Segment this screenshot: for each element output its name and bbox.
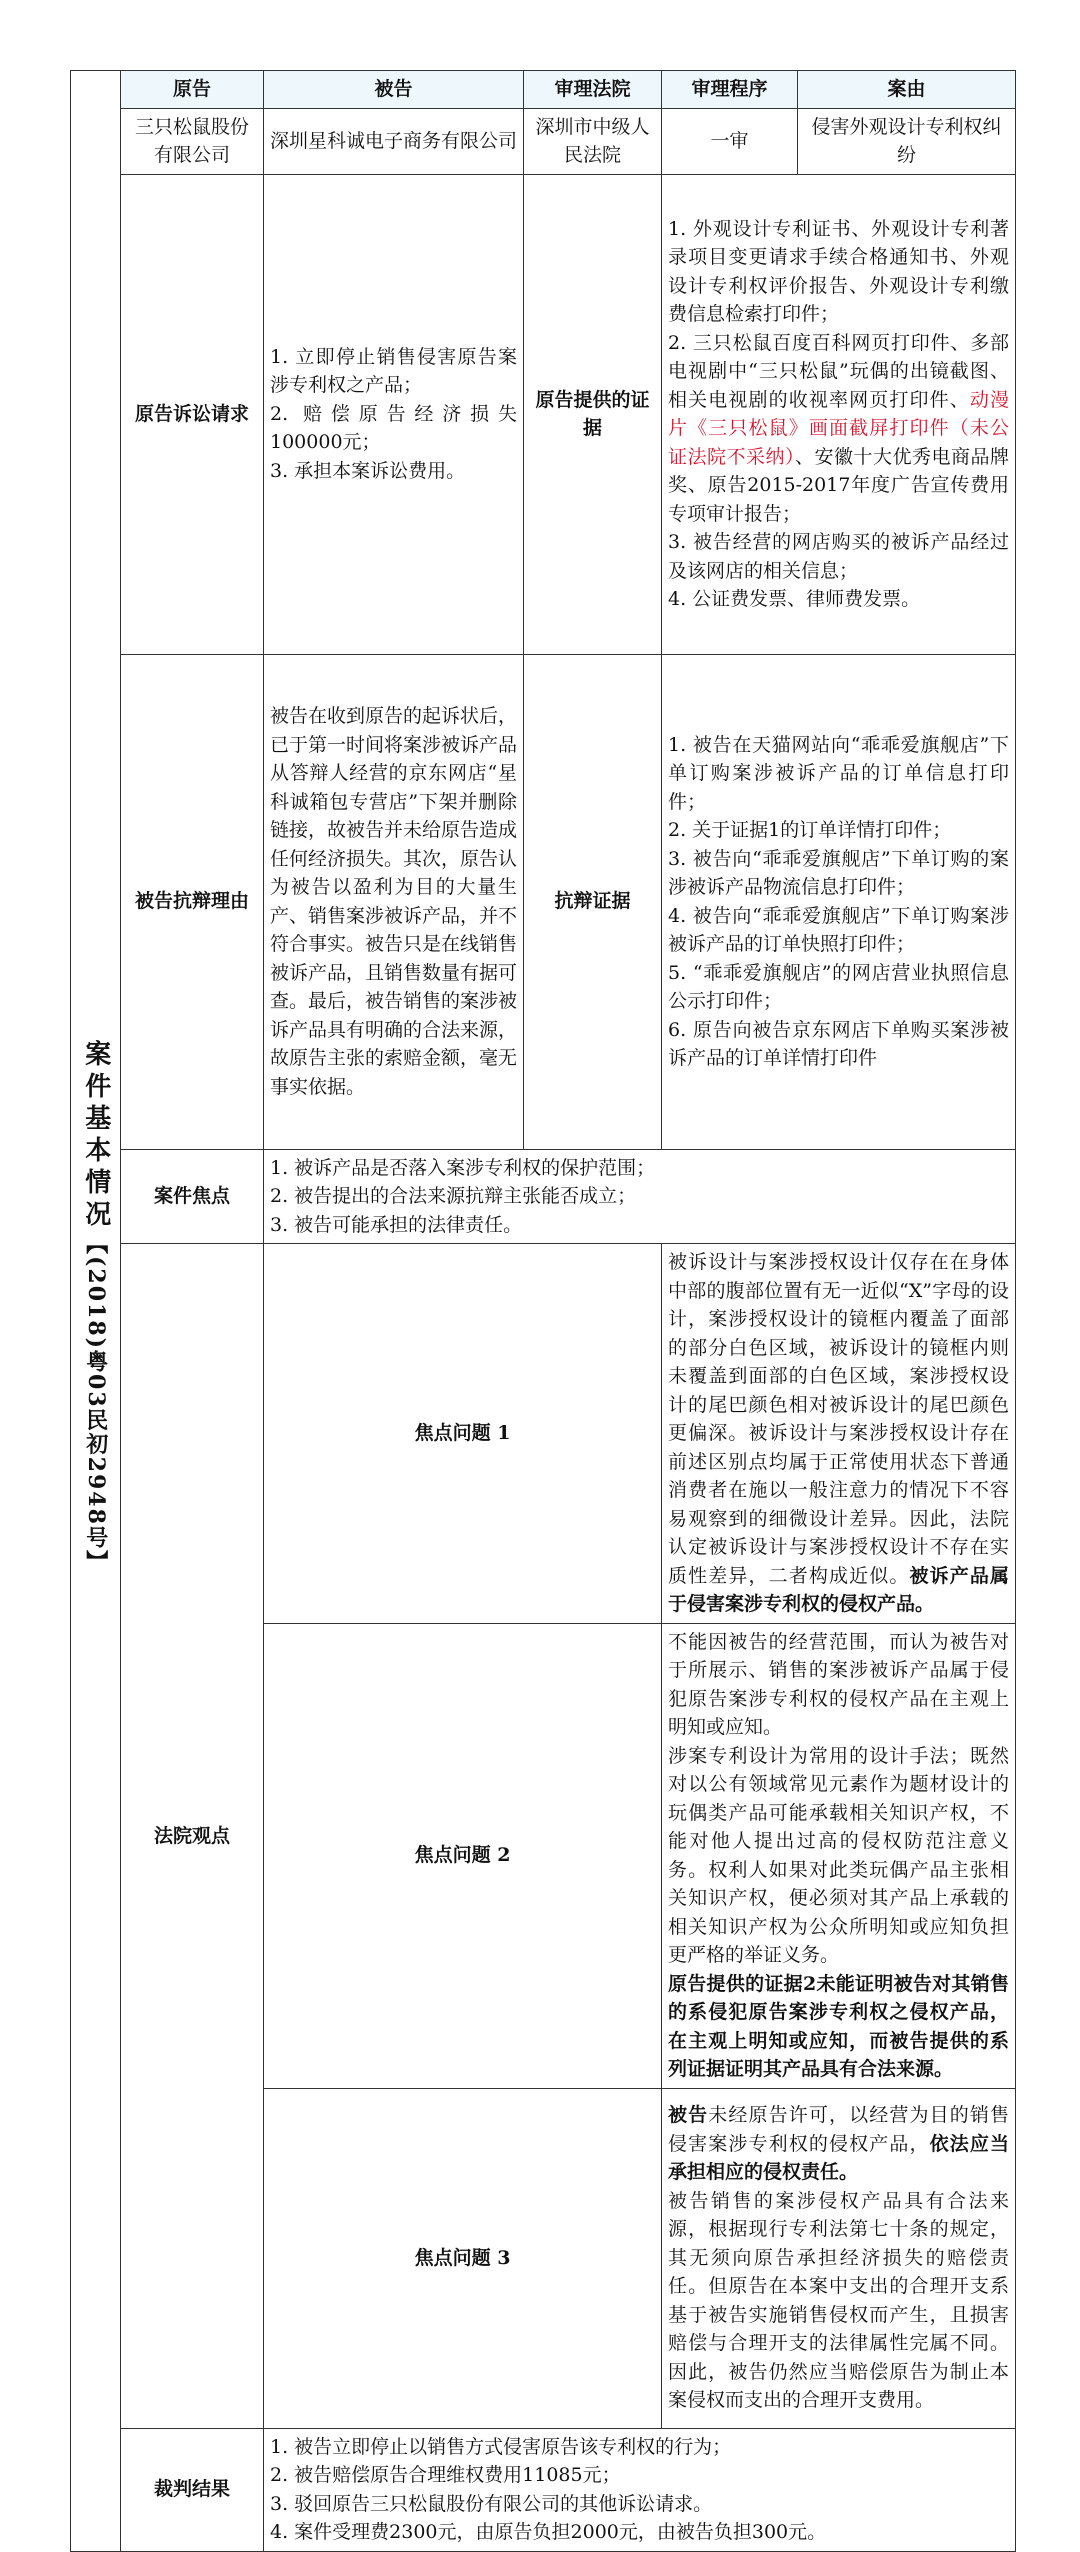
q2-paragraph: 不能因被告的经营范围，而认为被告对于所展示、销售的案涉被诉产品属于侵犯原告案涉专利权的侵权产品在主观上明知或应知。 [668, 1630, 1009, 1738]
q1-text [662, 1244, 1016, 1624]
q3-bold: 被告 [668, 2104, 709, 2127]
header-plaintiff: 原告 [121, 71, 264, 109]
q2-paragraph: 涉案专利设计为常用的设计手法；既然对以公有领域常见元素作为题材设计的玩偶类产品可能承载相关知识产权，不能对他人提出过高的侵权防范注意义务。权利人如果对此类玩偶产品主张相关知识产权，便必须对其产品上承载的相关知识产权为公众所明知或应知负担更严格的举证义务。 [668, 1744, 1009, 1966]
claim-item: 1. 立即停止销售侵害原告案涉专利权之产品； [270, 345, 517, 397]
focus-item: 3. 被告可能承担的法律责任。 [270, 1213, 523, 1236]
side-title [81, 1040, 110, 1574]
judgment-text [264, 2428, 1016, 2551]
evidence-item: 4. 公证费发票、律师费发票。 [668, 588, 921, 610]
side-title-cell [71, 71, 121, 2552]
header-procedure: 审理程序 [662, 71, 798, 109]
q3-bold: 依法应当承担相应的侵权责任。 [668, 2132, 1009, 2184]
claims-row [71, 174, 1016, 654]
defense-evidence-item: 6. 原告向被告京东网店下单购买案涉被诉产品的订单详情打印件 [668, 1018, 1009, 1069]
court-view-q1-row [71, 1244, 1016, 1624]
defense-label: 被告抗辩理由 [121, 654, 264, 1149]
side-title-text: 案件基本情况 [80, 1039, 111, 1232]
header-cause: 案由 [798, 71, 1016, 109]
defense-evidence-text [662, 654, 1016, 1149]
defense-evidence-item: 1. 被告在天猫网站向“乖乖爱旗舰店”下单订购案涉被诉产品的订单信息打印件； [668, 733, 1009, 813]
judgment-label: 裁判结果 [121, 2428, 264, 2551]
plaintiff-evidence-text [662, 174, 1016, 654]
evidence-item: 1. 外观设计专利证书、外观设计专利著录项目变更请求手续合格通知书、外观设计专利权评价报告、外观设计专利缴费信息检索打印件； [668, 217, 1009, 325]
q3-paragraph: 被告销售的案涉侵权产品具有合法来源，根据现行专利法第七十条的规定，其无须向原告承担经济损失的赔偿责任。但原告在本案中支出的合理开支系基于被告实施销售侵权而产生，且损害赔偿与合理开支的法律属性完属不同。因此，被告仍然应当赔偿原告为制止本案侵权而支出的合理开支费用。 [668, 2189, 1009, 2412]
case-table [70, 70, 1016, 2552]
header-defendant: 被告 [264, 71, 524, 109]
defense-text: 被告在收到原告的起诉状后，已于第一时间将案涉被诉产品从答辩人经营的京东网店“星科诚箱包专营店”下架并删除链接，故被告并未给原告造成任何经济损失。其次，原告认为被告以盈利为目的大量生产、销售案涉被诉产品，并不符合事实。被告只是在线销售被诉产品，且销售数量有据可查。最后，被告销售的案涉被诉产品具有明确的合法来源，故原告主张的索赔金额，毫无事实依据。 [264, 654, 524, 1149]
claims-text [264, 174, 524, 654]
q1-conclusion: 被诉产品属于侵害案涉专利权的侵权产品。 [668, 1564, 1009, 1615]
q1-label: 焦点问题 1 [264, 1244, 662, 1624]
court-name: 深圳市中级人民法院 [524, 108, 662, 174]
judgment-item: 2. 被告赔偿原告合理维权费用11085元； [270, 2464, 621, 2486]
evidence-text: 2. 三只松鼠百度百科网页打印件、多部电视剧中“三只松鼠”玩偶的出镜截图、相关电视剧的收视率网页打印件、 [668, 331, 1009, 411]
focus-item: 2. 被告提出的合法来源抗辩主张能否成立； [270, 1185, 637, 1207]
defense-evidence-item: 5. “乖乖爱旗舰店”的网店营业执照信息公示打印件； [668, 961, 1009, 1012]
q3-text [662, 2088, 1016, 2428]
focus-item: 1. 被诉产品是否落入案涉专利权的保护范围； [270, 1156, 656, 1179]
focus-label: 案件焦点 [121, 1149, 264, 1244]
judgment-item: 3. 驳回原告三只松鼠股份有限公司的其他诉讼请求。 [270, 2492, 713, 2515]
defense-evidence-item: 3. 被告向“乖乖爱旗舰店”下单订购的案涉被诉产品物流信息打印件； [668, 847, 1009, 898]
judgment-row [71, 2428, 1016, 2551]
defense-evidence-label: 抗辩证据 [524, 654, 662, 1149]
judgment-item: 1. 被告立即停止以销售方式侵害原告该专利权的行为； [270, 2435, 732, 2458]
defense-row [71, 654, 1016, 1149]
defense-evidence-item: 2. 关于证据1的订单详情打印件； [668, 819, 952, 841]
header-court: 审理法院 [524, 71, 662, 109]
defense-evidence-item: 4. 被告向“乖乖爱旗舰店”下单订购案涉被诉产品的订单快照打印件； [668, 904, 1009, 955]
claims-label: 原告诉讼请求 [121, 174, 264, 654]
q3-body: 未经原告许可，以经营为目的销售侵害案涉专利权的侵权产品， [668, 2104, 1009, 2155]
evidence-red-note: 动漫片《三只松鼠》画面截屏打印件（未公证法院不采纳） [668, 388, 1009, 468]
evidence-item: 3. 被告经营的网店购买的被诉产品经过及该网店的相关信息； [668, 531, 1009, 582]
q2-conclusion: 原告提供的证据2未能证明被告对其销售的系侵犯原告案涉专利权之侵权产品，在主观上明知或应知，而被告提供的系列证据证明其产品具有合法来源。 [668, 1972, 1009, 2080]
focus-text [264, 1149, 1016, 1244]
court-view-label: 法院观点 [121, 1244, 264, 2429]
q2-label: 焦点问题 2 [264, 1623, 662, 2088]
claim-item: 3. 承担本案诉讼费用。 [270, 459, 466, 482]
q3-paragraph [668, 2101, 1009, 2187]
judgment-item: 4. 案件受理费2300元，由原告负担2000元，由被告负担300元。 [270, 2521, 827, 2543]
evidence-item [668, 329, 1009, 529]
claim-item: 2. 赔偿原告经济损失100000元； [270, 402, 517, 454]
header-row [71, 71, 1016, 109]
defendant-name: 深圳星科诚电子商务有限公司 [264, 108, 524, 174]
plaintiff-name: 三只松鼠股份有限公司 [121, 108, 264, 174]
case-number: 【(2018)粤03民初2948号】 [82, 1231, 109, 1574]
plaintiff-evidence-label: 原告提供的证据 [524, 174, 662, 654]
cause-value: 侵害外观设计专利权纠纷 [798, 108, 1016, 174]
procedure-value: 一审 [662, 108, 798, 174]
basic-info-row [71, 108, 1016, 174]
case-table-page [70, 70, 1015, 2543]
q3-label: 焦点问题 3 [264, 2088, 662, 2428]
q1-body: 被诉设计与案涉授权设计仅存在在身体中部的腹部位置有无一近似“X”字母的设计，案涉授权设计的镜框内覆盖了面部的部分白色区域，被诉设计的镜框内则未覆盖到面部的白色区域，案涉授权设计的尾巴颜色相对被诉设计的尾巴颜色更偏深。被诉设计与案涉授权设计存在前述区别点均属于正常使用状态下普通消费者在施以一般注意力的情况下不容易观察到的细微设计差异。因此，法院认定被诉设计与案涉授权设计不存在实质性差异，二者构成近似。 [668, 1251, 1009, 1587]
q2-text [662, 1623, 1016, 2088]
evidence-text: 、安徽十大优秀电商品牌奖、原告2015-2017年度广告宣传费用专项审计报告； [668, 445, 1009, 525]
focus-row [71, 1149, 1016, 1244]
